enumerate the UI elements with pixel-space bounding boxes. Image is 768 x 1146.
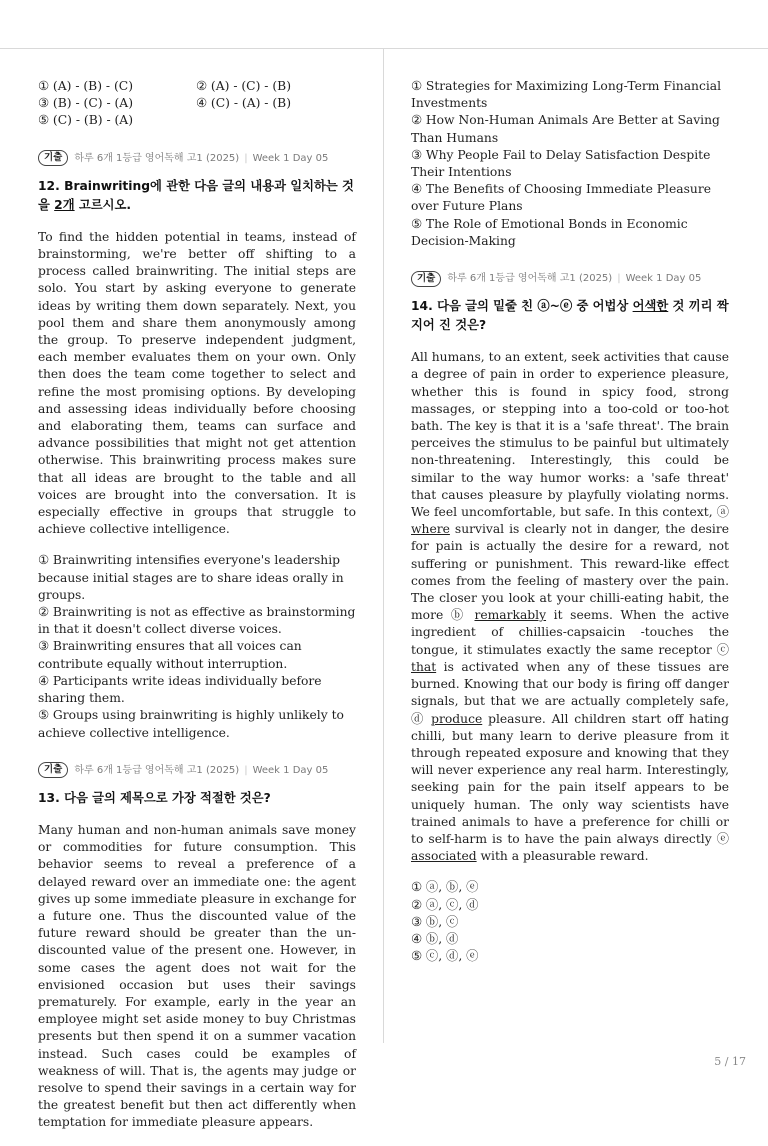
q12-choices	[38, 552, 356, 741]
q14-choices	[411, 879, 729, 965]
q12-separator: |	[244, 152, 248, 164]
q14-source: 하루 6개 1등급 영어독해 고1 (2025)	[447, 273, 613, 285]
q13-choice-1[interactable]: ① Strategies for Maximizing Long-Term Financial Investments	[411, 79, 722, 111]
q14-passage-part: is activated when any of these tissues are burned. Knowing that our body is firing off danger signals, but that we are actually completely safe, ⓓ	[411, 659, 729, 726]
q13-source: 하루 6개 1등급 영어독해 고1 (2025)	[74, 764, 240, 776]
q13-separator: |	[244, 764, 248, 776]
q13-tag-badge: 기출	[38, 762, 68, 778]
q14-separator: |	[617, 273, 621, 285]
q14-choice-3[interactable]: ③ ⓑ, ⓒ	[411, 914, 459, 929]
q14-title	[411, 297, 729, 335]
option-3[interactable]: ③ (B) - (C) - (A)	[38, 96, 133, 111]
q14-choice-5[interactable]: ⑤ ⓒ, ⓓ, ⓔ	[411, 949, 479, 964]
q12-source: 하루 6개 1등급 영어독해 고1 (2025)	[74, 152, 240, 164]
q13-choice-5[interactable]: ⑤ The Role of Emotional Bonds in Economic Decision-Making	[411, 216, 688, 248]
q13-passage: Many human and non-human animals save money or commodities for future consumption. This behavior seems to reveal a preference of a delayed reward over an immediate one: the agent gives up some immediate pleasure in exchange for a future one. Thus the discounted value of the future reward should be greater than the un-discounted value of the present one. However, in some cases the agent does not wait for the envisioned occasion but uses their savings prematurely. For example, early in the year an employee might set aside money to buy Christmas presents but then spend it on a summer vacation instead. Such cases could be examples of weakness of will. That is, the agents may judge or resolve to spend their savings in a certain way for the greatest benefit but then act differently when temptation for immediate pleasure appears.	[38, 822, 356, 1130]
q14-title-end: 것 끼리 짝지어 진 것은?	[411, 299, 729, 333]
q12-choice-3[interactable]: ③ Brainwriting ensures that all voices can contribute equally without interruption.	[38, 639, 302, 671]
option-2[interactable]: ② (A) - (C) - (B)	[196, 79, 291, 93]
q14-passage-part: it seems. When the active ingredient of chillies-capsaicin -touches the tongue, it stimulates exactly the same receptor ⓒ	[411, 608, 729, 657]
q12-choice-4[interactable]: ④ Participants write ideas individually before sharing them.	[38, 673, 322, 706]
page-number: 5 / 17	[714, 1055, 746, 1068]
q14-source-line	[411, 270, 729, 287]
q14-underlined-b: remarkably	[474, 608, 547, 623]
q14-underlined-e: associated	[411, 849, 477, 864]
previous-question-options	[38, 78, 356, 130]
q13-week: Week 1 Day 05	[252, 764, 329, 776]
q12-title-underline: 2개	[54, 197, 75, 212]
q13-choice-3[interactable]: ③ Why People Fail to Delay Satisfaction Despite Their Intentions	[411, 147, 711, 180]
right-column	[411, 78, 729, 965]
q12-passage: To find the hidden potential in teams, instead of brainstorming, we're better off shifting to a process called brainwriting. The initial steps are solo. You start by asking everyone to generate ideas by writing them down separately. Next, you pool them and share them anonymously among the group. To preserve independent judgment, each member evaluates them on your own. Only then does the team come together to select and refine the most promising options. By developing and assessing ideas individually before choosing and elaborating them, teams can surface and advance possibilities that might not get attention otherwise. This brainwriting process makes sure that all ideas are brought to the table and all voices are brought into the conversation. It is especially effective in groups that struggle to achieve collective intelligence.	[38, 229, 356, 537]
q14-passage-part: All humans, to an extent, seek activities that cause a degree of pain in order to experience pleasure, whether this is found in spicy food, strong massages, or stepping into a too-cold or too-hot bath. The key is that it is a 'safe threat'. The brain perceives the stimulus to be painful but ultimately non-threatening. Interestingly, this could be similar to the way humor works: a 'safe threat' that causes pleasure by playfully violating norms. We feel uncomfortable, but safe. In this context, ⓐ	[411, 350, 729, 520]
q12-choice-5[interactable]: ⑤ Groups using brainwriting is highly unlikely to achieve collective intelligence.	[38, 708, 344, 740]
q14-choice-1[interactable]: ① ⓐ, ⓑ, ⓔ	[411, 880, 479, 895]
q13-choice-4[interactable]: ④ The Benefits of Choosing Immediate Pleasure over Future Plans	[411, 182, 711, 214]
left-column	[38, 78, 356, 1146]
option-5[interactable]: ⑤ (C) - (B) - (A)	[38, 113, 133, 128]
q14-passage-part: survival is clearly not in danger, the desire for pain is actually the desire for a reward, not suffering or punishment. This reward-like effect comes from the feeling of mastery over the pain. The closer you look at your chilli-eating habit, the more ⓑ	[411, 522, 729, 623]
q14-title-underline: 어색한	[632, 299, 669, 314]
option-1[interactable]: ① (A) - (B) - (C)	[38, 79, 133, 93]
q14-choice-4[interactable]: ④ ⓑ, ⓓ	[411, 931, 459, 946]
q12-title-text: 12. Brainwriting에 관한 다음 글의 내용과 일치하는 것을	[38, 178, 354, 212]
q12-title-end: 고르시오.	[74, 197, 132, 212]
q13-source-line	[38, 762, 356, 779]
q14-underlined-a: where	[411, 522, 450, 537]
q12-tag-badge: 기출	[38, 150, 68, 166]
q13-title: 13. 다음 글의 제목으로 가장 적절한 것은?	[38, 790, 271, 805]
q14-choice-2[interactable]: ② ⓐ, ⓒ, ⓓ	[411, 897, 479, 912]
q13-choices	[411, 78, 729, 250]
column-divider	[383, 48, 384, 1043]
q12-source-line	[38, 150, 356, 167]
q14-week: Week 1 Day 05	[625, 273, 702, 285]
q14-underlined-c: that	[411, 659, 437, 674]
q14-underlined-d: produce	[431, 711, 483, 726]
q12-title	[38, 177, 356, 215]
header-rule	[0, 48, 768, 49]
q14-title-text: 14. 다음 글의 밑줄 친 ⓐ~ⓔ 중 어법상	[411, 299, 633, 314]
option-4[interactable]: ④ (C) - (A) - (B)	[196, 96, 291, 111]
q14-passage-part: with a pleasurable reward.	[476, 849, 649, 864]
q14-passage-part: pleasure. All children start off hating chilli, but many learn to derive pleasure from it through repeated exposure and knowing that they will never experience any real harm. Interestingly, seeking pain for the pain itself appears to be uniquely human. The only way scientists have trained animals to have a preference for chilli or to self-harm is to have the pain always directly ⓔ	[411, 711, 729, 846]
q12-week: Week 1 Day 05	[252, 152, 329, 164]
q14-passage	[411, 349, 729, 865]
q12-choice-2[interactable]: ② Brainwriting is not as effective as brainstorming in that it doesn't collect diverse voices.	[38, 605, 356, 637]
q14-tag-badge: 기출	[411, 271, 441, 287]
q12-choice-1[interactable]: ① Brainwriting intensifies everyone's leadership because initial stages are to share ideas orally in groups.	[38, 553, 344, 602]
q13-choice-2[interactable]: ② How Non-Human Animals Are Better at Saving Than Humans	[411, 113, 720, 145]
